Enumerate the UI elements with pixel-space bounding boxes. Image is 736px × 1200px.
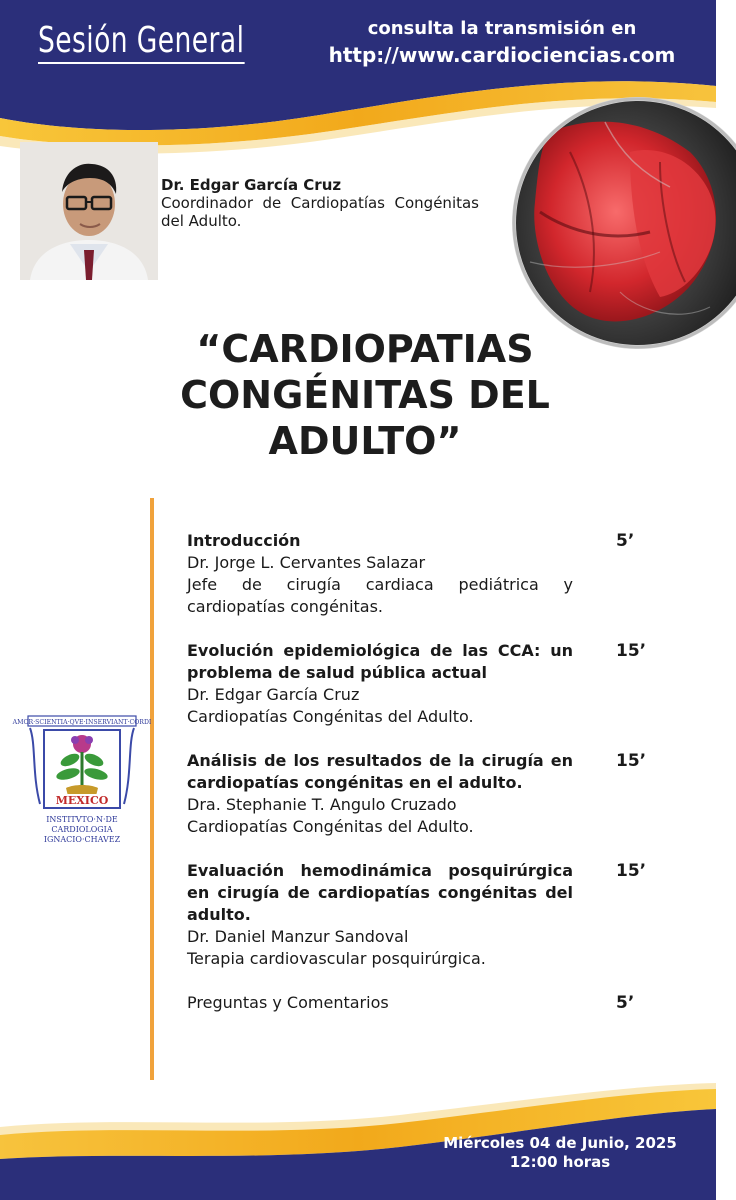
broadcast-info <box>312 18 692 68</box>
logo-institute: INSTITVTO·N·DE <box>46 815 118 824</box>
program-item <box>187 640 652 728</box>
program-item-duration: 15’ <box>616 861 647 881</box>
program-item-title: Preguntas y Comentarios <box>187 993 389 1012</box>
session-main-title <box>120 326 610 464</box>
logo-country: MEXICO <box>55 794 109 807</box>
event-time: 12:00 horas <box>509 1153 611 1171</box>
program-item <box>187 860 652 970</box>
program-item-speaker: Dr. Jorge L. Cervantes Salazar <box>187 553 426 572</box>
coordinator-info <box>161 176 479 230</box>
coordinator-name: Dr. Edgar García Cruz <box>161 176 342 194</box>
program-item-speaker: Dr. Daniel Manzur Sandoval <box>187 927 409 946</box>
coordinator-role: Coordinador de Cardiopatías Congénitas del Adulto. <box>161 194 479 230</box>
broadcast-url-link[interactable]: http://www.cardiociencias.com <box>328 43 676 67</box>
program-item <box>187 530 652 618</box>
broadcast-label: consulta la transmisión en <box>367 18 637 39</box>
coordinator-photo <box>20 142 158 280</box>
program-item-speaker: Dr. Edgar García Cruz <box>187 685 360 704</box>
program-item-title: Evaluación hemodinámica posquirúrgica en cirugía de cardiopatías congénitas del adulto. <box>187 861 573 924</box>
title-line: “CARDIOPATIAS <box>196 327 534 371</box>
program-item-duration: 5’ <box>616 531 635 551</box>
program-item-title: Análisis de los resultados de la cirugía en cardiopatías congénitas en el adulto. <box>187 751 573 792</box>
program-item-title: Introducción <box>187 531 301 550</box>
event-datetime <box>420 1134 700 1172</box>
institute-logo <box>12 714 152 848</box>
program-item-role: Terapia cardiovascular posquirúrgica. <box>187 949 486 968</box>
program-item-role: Jefe de cirugía cardiaca pediátrica y cardiopatías congénitas. <box>187 575 573 616</box>
logo-motto: AMOR·SCIENTIA·QVE·INSERVIANT·CORDI <box>12 719 152 726</box>
program-item-speaker: Dra. Stephanie T. Angulo Cruzado <box>187 795 457 814</box>
logo-name: IGNACIO·CHAVEZ <box>43 835 121 844</box>
program-item <box>187 992 652 1014</box>
program-item-duration: 5’ <box>616 993 635 1013</box>
program-item-duration: 15’ <box>616 641 647 661</box>
title-line: CONGÉNITAS DEL <box>180 373 550 417</box>
logo-field: CARDIOLOGIA <box>51 825 113 834</box>
program-item-role: Cardiopatías Congénitas del Adulto. <box>187 817 474 836</box>
program-item-title: Evolución epidemiológica de las CCA: un problema de salud pública actual <box>187 641 573 682</box>
session-title: Sesión General <box>38 22 244 64</box>
vertical-divider <box>150 498 154 1080</box>
title-line: ADULTO” <box>268 419 462 463</box>
program-item <box>187 750 652 838</box>
heart-illustration <box>510 92 736 354</box>
program-item-role: Cardiopatías Congénitas del Adulto. <box>187 707 474 726</box>
program-item-duration: 15’ <box>616 751 647 771</box>
event-date: Miércoles 04 de Junio, 2025 <box>443 1134 677 1152</box>
program-list <box>187 530 652 1014</box>
